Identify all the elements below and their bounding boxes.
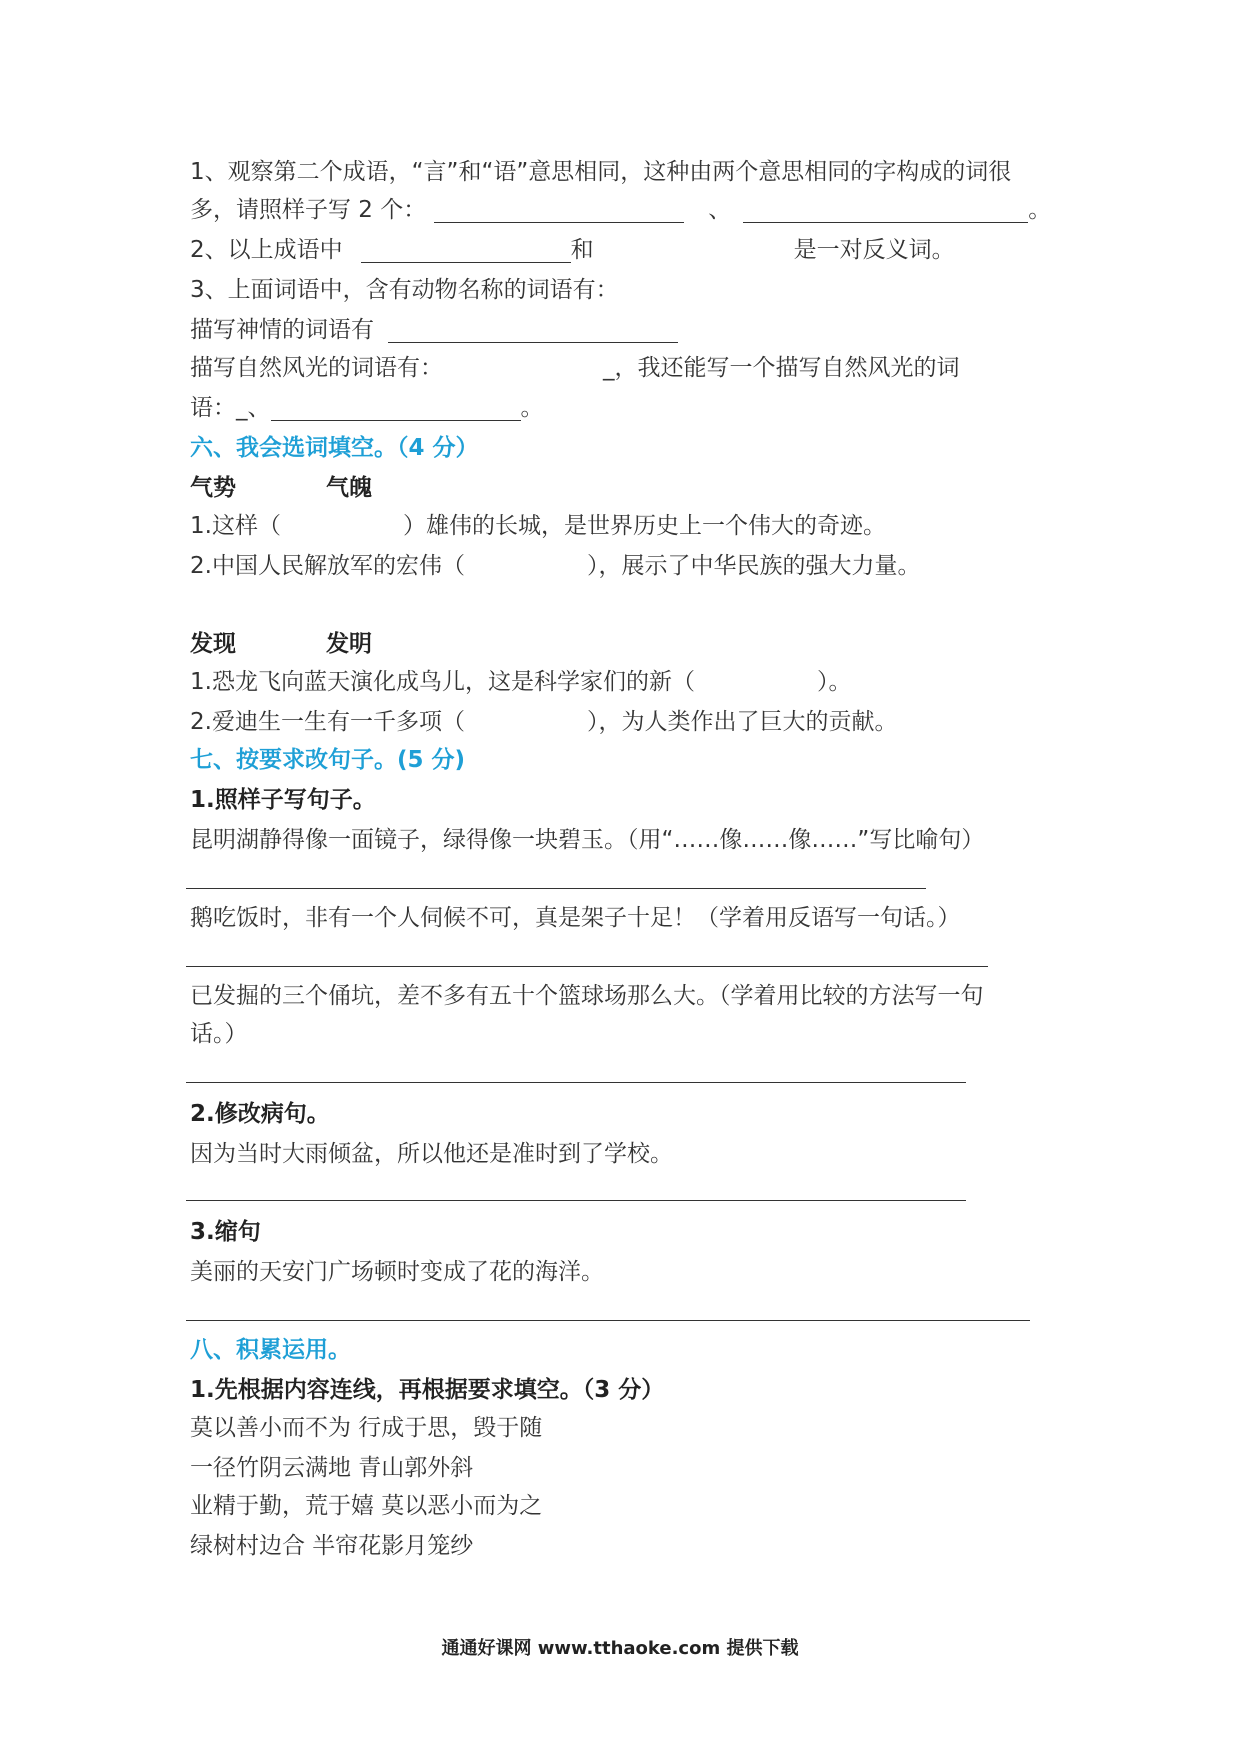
match-row[interactable]: 绿树村边合 半帘花影月笼纱 [190,1533,474,1559]
rewrite-prompt: 因为当时大雨倾盆，所以他还是准时到了学校。 [190,1141,673,1167]
subheading-2: 2.修改病句。 [190,1101,330,1127]
q2-line [190,234,955,266]
fill-sentence [190,550,920,582]
match-row[interactable]: 一径竹阴云满地 青山郭外斜 [190,1455,474,1481]
word-pair-1 [190,472,372,504]
section8-heading: 八、积累运用。 [190,1337,351,1363]
answer-blank[interactable] [388,318,678,343]
q1-prefix: 多，请照样子写 2 个： [190,197,427,223]
q3-expression-label: 描写神情的词语有 [190,317,374,343]
q3-last-end: 。 [520,395,544,421]
match-row[interactable]: 业精于勤，荒于嬉 莫以恶小而为之 [190,1493,543,1519]
answer-blank[interactable] [743,198,1028,223]
rewrite-prompt: 已发掘的三个俑坑，差不多有五十个篮球场那么大。（学着用比较的方法写一句 [190,983,984,1009]
rewrite-prompt-cont: 话。） [190,1021,248,1047]
q2-and: 和 [570,237,594,263]
answer-line[interactable] [186,888,926,889]
q3-line: 3、上面词语中，含有动物名称的词语有： [190,277,619,303]
q3-scenery-line [190,352,960,384]
q1-end: 。 [1028,197,1052,223]
fill-sentence [190,666,851,698]
sentence-part: 1.这样（ [190,513,281,539]
answer-blank[interactable] [434,198,684,223]
answer-blank[interactable] [271,396,521,421]
sentence-part: ），展示了中华民族的强大力量。 [586,553,921,579]
q3-scenery-tail: _，我还能写一个描写自然风光的词 [603,355,960,381]
sentence-part: ）雄伟的长城，是世界历史上一个伟大的奇迹。 [402,513,886,539]
page-footer: 通通好课网 www.tthaoke.com 提供下载 [441,1638,799,1659]
section6-heading: 六、我会选词填空。（4 分） [190,435,479,461]
fill-sentence [190,510,886,542]
q3-scenery-label: 描写自然风光的词语有： [190,355,443,381]
rewrite-prompt: 昆明湖静得像一面镜子，绿得像一块碧玉。（用“……像……像……”写比喻句） [190,827,985,853]
sentence-part: ），为人类作出了巨大的贡献。 [586,709,898,735]
sentence-part: ）。 [816,669,852,695]
q1-separator: 、 [708,197,732,223]
q1-line2 [190,194,1051,226]
section7-heading: 七、按要求改句子。(5 分) [190,747,466,773]
q3-last-prefix: 语：_、 [190,395,271,421]
answer-line[interactable] [186,966,988,967]
word-option: 发现 [190,631,236,657]
word-pair-2 [190,628,372,660]
sentence-part: 2.中国人民解放军的宏伟（ [190,553,465,579]
word-option: 气势 [190,475,236,501]
q1-line1: 1、观察第二个成语，“言”和“语”意思相同，这种由两个意思相同的字构成的词很 [190,159,1012,185]
q2-prefix: 2、以上成语中 [190,237,343,263]
rewrite-prompt: 鹅吃饭时，非有一个人伺候不可，真是架子十足！（学着用反语写一句话。） [190,905,961,931]
subheading-match: 1.先根据内容连线，再根据要求填空。（3 分） [190,1377,665,1403]
word-option: 气魄 [326,475,372,501]
subheading-3: 3.缩句 [190,1219,261,1245]
word-option: 发明 [326,631,372,657]
sentence-part: 1.恐龙飞向蓝天演化成鸟儿，这是科学家们的新（ [190,669,695,695]
answer-blank[interactable] [361,238,571,263]
answer-line[interactable] [186,1200,966,1201]
subheading-1: 1.照样子写句子。 [190,787,376,813]
answer-line[interactable] [186,1082,966,1083]
match-row[interactable]: 莫以善小而不为 行成于思，毁于随 [190,1415,543,1441]
q3-last-line [190,392,544,424]
rewrite-prompt: 美丽的天安门广场顿时变成了花的海洋。 [190,1259,604,1285]
q3-expression-line [190,314,678,346]
answer-line[interactable] [186,1320,1030,1321]
sentence-part: 2.爱迪生一生有一千多项（ [190,709,465,735]
fill-sentence [190,706,897,738]
q2-suffix: 是一对反义词。 [793,237,955,263]
